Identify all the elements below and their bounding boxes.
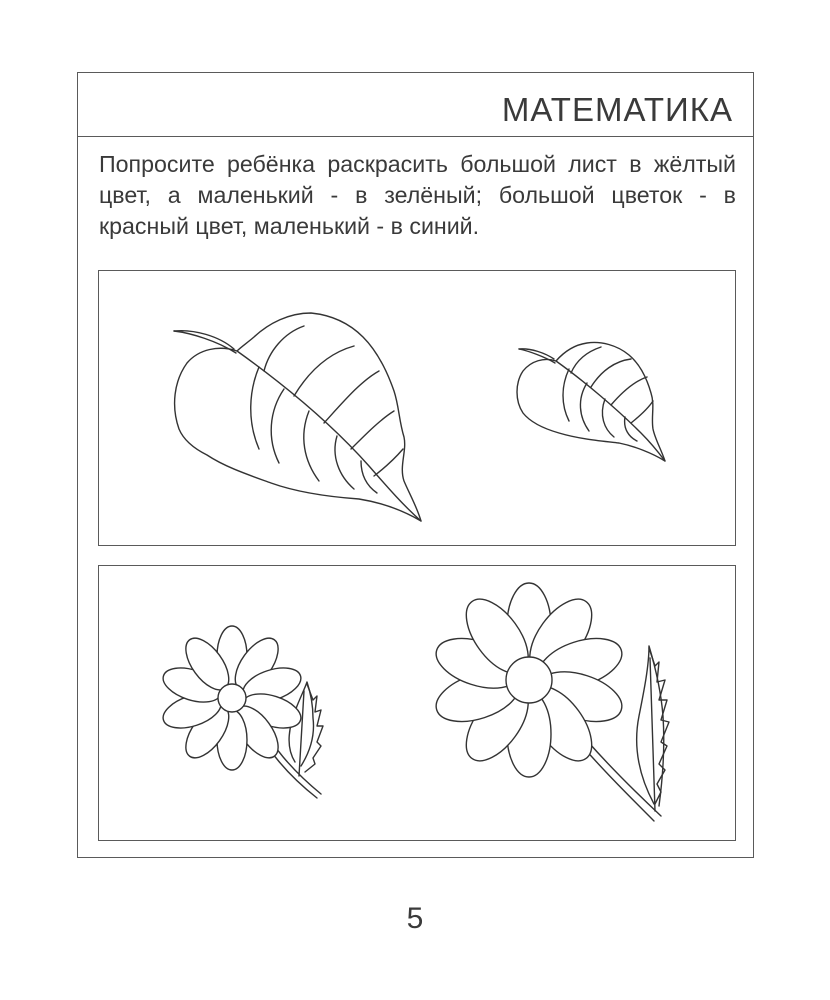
leaves-drawing — [99, 271, 735, 545]
large-flower-head — [430, 583, 628, 777]
instructions-text: Попросите ребёнка раскрасить большой лист в жёлтый цвет, а маленький - в зелёный; большой цветок - в красный цвет, маленький - в синий. — [99, 151, 736, 239]
large-flower — [430, 583, 669, 821]
small-flower — [159, 626, 323, 798]
page-number: 5 — [406, 902, 424, 935]
page-frame — [77, 72, 754, 858]
subject-title: МАТЕМАТИКА — [501, 91, 733, 128]
flowers-drawing — [99, 566, 735, 840]
small-leaf — [517, 343, 665, 462]
flowers-panel — [98, 565, 736, 841]
leaves-panel — [98, 270, 736, 546]
large-leaf — [174, 313, 421, 521]
small-flower-head — [159, 626, 305, 770]
header-band — [78, 73, 753, 137]
